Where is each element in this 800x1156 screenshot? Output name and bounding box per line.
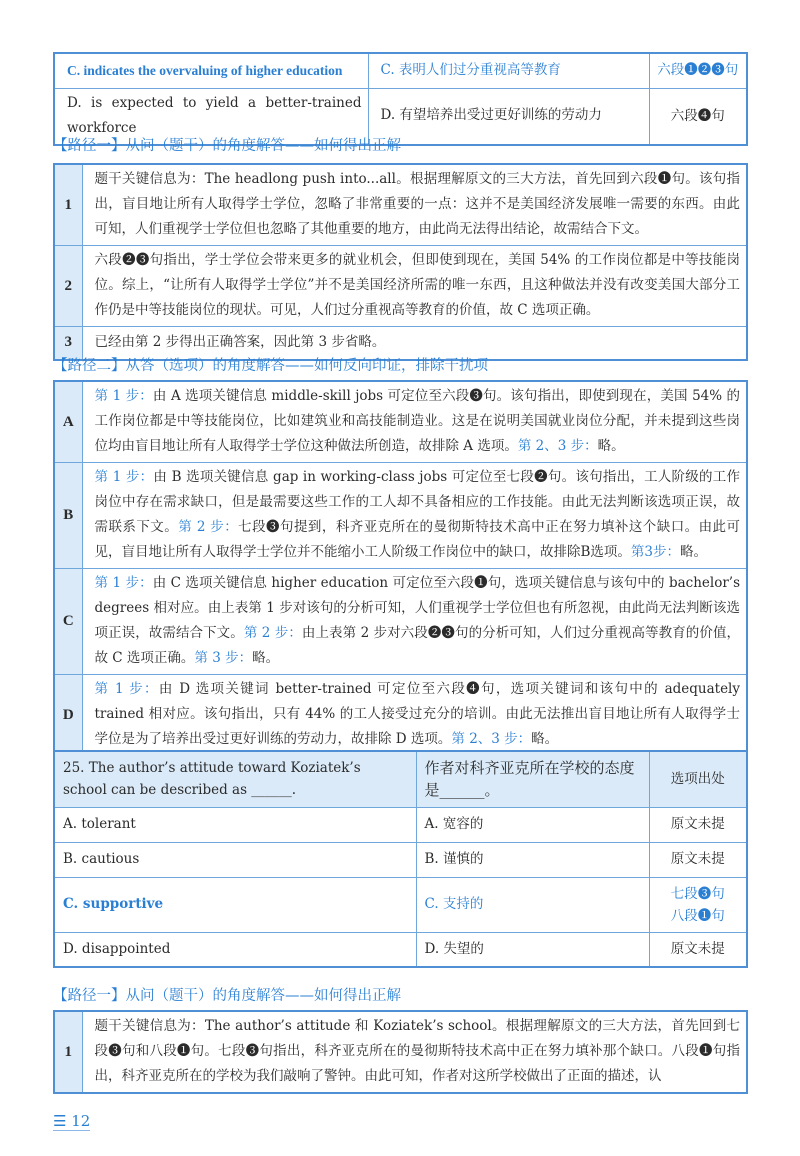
option-zh: A. 宽容的 (416, 807, 649, 842)
source-line: 八段❶句 (670, 907, 725, 924)
text-segment: 由 D 选项关键词 better-trained 可定位至六段❹句，选项关键词和该句中的 adequately trained 相对应。该句指出，只有 44% 的工人接受过充分的培训。由此无法推出盲目地让所有人取得学士学位是为了培养出受过更好训练的劳动力，故排除 D 选项。 (94, 681, 740, 748)
step-label: 2 (54, 246, 82, 327)
table-row (54, 877, 747, 932)
option-en: C. indicates the overvaluing of higher education (54, 53, 368, 88)
question-header-row (54, 751, 747, 807)
path2-options-table (53, 380, 748, 758)
text-segment: 略。 (680, 544, 708, 560)
path1b-heading: 【路径一】从问（题干）的角度解答——如何得出正解 (53, 988, 401, 1004)
options-table-q24 (53, 52, 748, 146)
option-analysis (82, 569, 747, 675)
option-en: A. tolerant (54, 807, 416, 842)
step-marker: 第 1 步： (94, 388, 153, 404)
text-segment: 七段❸句提到，科齐亚克所在的曼彻斯特技术高中正在努力填补这个缺口。由此可见，盲目地让所有人取得学士学位并不能缩小工人阶级工作岗位中的缺口，故排除B选项。 (94, 519, 741, 560)
option-row (54, 675, 747, 757)
step-row (54, 1011, 747, 1093)
step-text (82, 164, 747, 246)
option-zh: C. 支持的 (416, 877, 649, 932)
text-segment: 由 B 选项关键信息 gap in working-class jobs 可定位至七段❷句。该句指出，工人阶级的工作岗位中存在需求缺口，但是最需要这些工作的工人却不具备相应的工作技能。由此无法判断该选项正误，故需联系下文。 (94, 469, 740, 535)
step-marker: 第3步： (630, 544, 681, 560)
option-label: A (54, 381, 82, 463)
option-source: 原文未提 (649, 807, 747, 842)
page-number (53, 1112, 90, 1131)
step-marker: 第 3 步： (194, 650, 253, 666)
option-en: B. cautious (54, 842, 416, 877)
option-en: C. supportive (54, 877, 416, 932)
option-zh: C. 表明人们过分重视高等教育 (368, 53, 649, 88)
text-segment: 由 A 选项关键信息 middle-skill jobs 可定位至六段❸句。该句指出，即使到现在，美国 54% 的工作岗位都是中等技能岗位，比如建筑业和高技能制造业。这是在说明美国就业岗位分配，并未提到这些岗位均由盲目地让所有人取得学士学位这种做法所创造，故排除 A 选项。 (94, 388, 741, 454)
step-row (54, 246, 747, 327)
page-number-text: 12 (71, 1112, 91, 1130)
table-row (54, 932, 747, 967)
option-row (54, 463, 747, 569)
option-source: 六段❹句 (649, 88, 747, 145)
option-zh: B. 谨慎的 (416, 842, 649, 877)
option-source: 六段❶❷❸句 (649, 53, 747, 88)
option-zh: D. 有望培养出受过更好训练的劳动力 (368, 88, 649, 145)
step-marker: 第 2、3 步： (517, 438, 598, 454)
source-header: 选项出处 (649, 751, 747, 807)
step-text (82, 1011, 747, 1093)
table-row (54, 807, 747, 842)
option-label: C (54, 569, 82, 675)
text-segment: 六段❷❸句指出，学士学位会带来更多的就业机会，但即使到现在，美国 54% 的工作岗位都是中等技能岗位。综上，“让所有人取得学士学位”并不是美国经济所需的唯一东西，且这种做法并没有改变美国大部分工作仍是中等技能岗位的现状。可见，人们过分重视高等教育的价值，故 C 选项正确。 (94, 252, 740, 318)
step-marker: 第 2 步： (243, 625, 302, 641)
question-en: 25. The author’s attitude toward Koziatek’s school can be described as ______. (54, 751, 416, 807)
text-segment: 略。 (252, 650, 280, 666)
option-analysis (82, 463, 747, 569)
option-source: 原文未提 (649, 932, 747, 967)
text-segment: 由 C 选项关键信息 higher education 可定位至六段❶句，选项关键信息与该句中的 bachelor’s degrees 相对应。由上表第 1 步对该句的分析可知，人们重视学士学位但也有所忽视，由此尚无法判断该选项正误，故需结合下文。 (94, 575, 741, 641)
book-icon: ☰ (53, 1112, 67, 1130)
path1-heading: 【路径一】从问（题干）的角度解答——如何得出正解 (53, 138, 401, 154)
option-source (649, 877, 747, 932)
option-row (54, 569, 747, 675)
option-en: D. is expected to yield a better-trained workforce (54, 88, 368, 145)
path1-steps-table (53, 163, 748, 361)
text-segment: 略。 (531, 731, 559, 748)
path2-heading: 【路径二】从答（选项）的角度解答——如何反向印证，排除干扰项 (53, 358, 488, 374)
option-analysis (82, 675, 747, 757)
options-table-q25 (53, 750, 748, 968)
text-segment: 题干关键信息为：The headlong push into...all。根据理解原文的三大方法，首先回到六段❶句。该句指出，盲目地让所有人取得学士学位，忽略了非常重要的一点：这并不是美国经济发展唯一需要的东西。由此可知，人们重视学士学位但也忽略了其他重要的地方，由此尚无法得出结论，故需结合下文。 (94, 171, 740, 237)
option-analysis (82, 381, 747, 463)
step-label: 3 (54, 327, 82, 360)
step-label: 1 (54, 1011, 82, 1093)
option-label: B (54, 463, 82, 569)
text-segment: 由上表第 2 步对六段❷❸句的分析可知，人们过分重视高等教育的价值，故 C 选项正确。 (94, 625, 741, 666)
step-marker: 第 1 步： (94, 469, 154, 485)
step-marker: 第 2、3 步： (451, 731, 532, 748)
table-row (54, 53, 747, 88)
step-text (82, 246, 747, 327)
option-en: D. disappointed (54, 932, 416, 967)
step-marker: 第 1 步： (94, 575, 153, 591)
step-row (54, 164, 747, 246)
option-label: D (54, 675, 82, 757)
step-marker: 第 1 步： (94, 681, 159, 698)
option-zh: D. 失望的 (416, 932, 649, 967)
text-segment: 已经由第 2 步得出正确答案，因此第 3 步省略。 (94, 333, 386, 350)
option-source: 原文未提 (649, 842, 747, 877)
step-marker: 第 2 步： (178, 519, 239, 535)
source-line: 七段❸句 (670, 885, 725, 902)
table-row (54, 842, 747, 877)
text-segment: 略。 (597, 438, 625, 454)
step-label: 1 (54, 164, 82, 246)
option-row (54, 381, 747, 463)
path1b-steps-table (53, 1010, 748, 1094)
question-zh: 作者对科齐亚克所在学校的态度是______。 (416, 751, 649, 807)
text-segment: 题干关键信息为：The author’s attitude 和 Koziatek’s school。根据理解原文的三大方法，首先回到七段❸句和八段❶句。七段❸句指出，科齐亚克所在的曼彻斯特技术高中正在努力填补那个缺口。八段❶句指出，科齐亚克所在的学校为我们敲响了警钟。由此可知，作者对这所学校做出了正面的描述，认 (94, 1018, 740, 1084)
